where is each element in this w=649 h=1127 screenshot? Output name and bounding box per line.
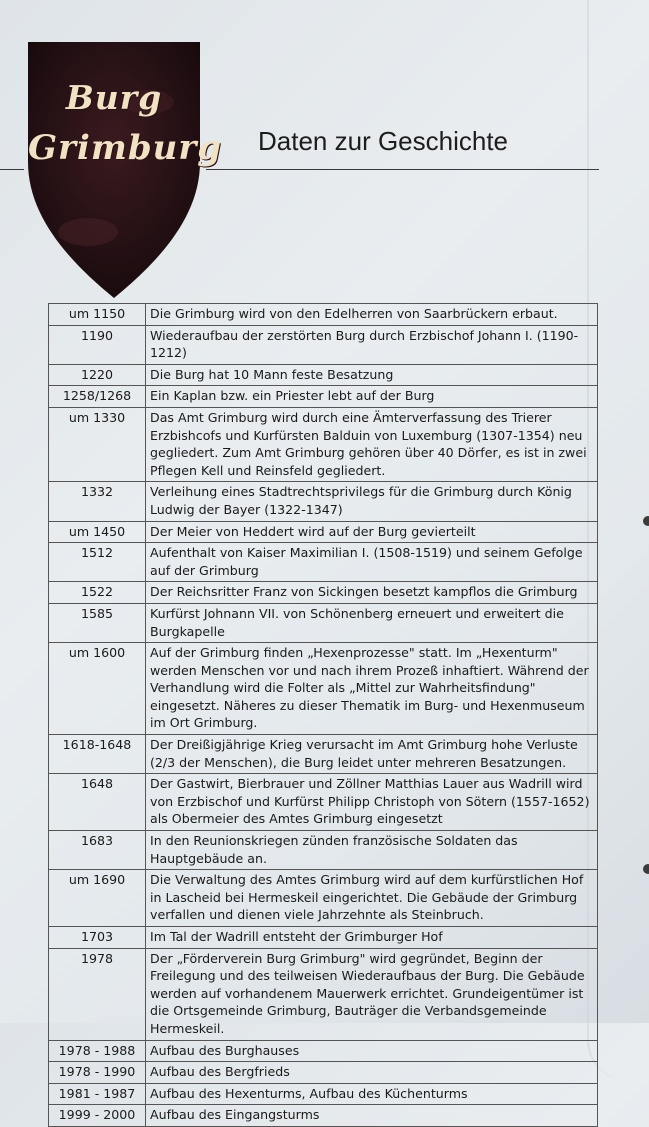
table-row: [49, 603, 598, 642]
event-cell: Aufbau des Bergfrieds: [146, 1062, 598, 1084]
event-cell: Ein Kaplan bzw. ein Priester lebt auf der Burg: [146, 386, 598, 408]
year-cell: um 1600: [49, 643, 146, 735]
table-row: [49, 521, 598, 543]
year-cell: um 1150: [49, 304, 146, 326]
year-cell: um 1330: [49, 407, 146, 481]
year-cell: um 1690: [49, 870, 146, 927]
year-cell: 1683: [49, 831, 146, 870]
event-cell: Aufbau des Burghauses: [146, 1040, 598, 1062]
table-row: [49, 582, 598, 604]
logo-line-2: Grimburg: [28, 128, 223, 168]
event-cell: Das Amt Grimburg wird durch eine Ämterverfassung des Trierer Erzbishcofs und Kurfürsten Balduin von Luxemburg (1307-1354) neu gegliedert. Zum Amt Grimburg gehören über 40 Dörfer, es ist in zwei Pflegen Kell und Reinsfeld gegliedert.: [146, 407, 598, 481]
event-cell: Aufenthalt von Kaiser Maximilian I. (1508-1519) und seinem Gefolge auf der Grimburg: [146, 543, 598, 582]
year-cell: 1648: [49, 774, 146, 831]
event-cell: Die Burg hat 10 Mann feste Besatzung: [146, 364, 598, 386]
event-cell: Der Dreißigjährige Krieg verursacht im Amt Grimburg hohe Verluste (2/3 der Menschen), die Burg leidet unter mehreren Besatzungen.: [146, 735, 598, 774]
event-cell: Wiederaufbau der zerstörten Burg durch Erzbischof Johann I. (1190-1212): [146, 325, 598, 364]
table-row: [49, 1105, 598, 1127]
year-cell: 1512: [49, 543, 146, 582]
event-cell: Die Grimburg wird von den Edelherren von Saarbrückern erbaut.: [146, 304, 598, 326]
table-row: [49, 407, 598, 481]
event-cell: In den Reunionskriegen zünden französische Soldaten das Hauptgebäude an.: [146, 831, 598, 870]
history-table: [48, 303, 598, 1127]
year-cell: 1978 - 1988: [49, 1040, 146, 1062]
table-row: [49, 1083, 598, 1105]
year-cell: 1981 - 1987: [49, 1083, 146, 1105]
event-cell: Die Verwaltung des Amtes Grimburg wird auf dem kurfürstlichen Hof in Lascheid bei Hermeskeil eingerichtet. Die Gebäude der Grimburg verfallen und dienen viele Jahrzehnte als Steinbruch.: [146, 870, 598, 927]
year-cell: 1220: [49, 364, 146, 386]
year-cell: 1978 - 1990: [49, 1062, 146, 1084]
table-row: [49, 325, 598, 364]
table-row: [49, 1040, 598, 1062]
year-cell: 1522: [49, 582, 146, 604]
table-row: [49, 831, 598, 870]
event-cell: Der Reichsritter Franz von Sickingen besetzt kampflos die Grimburg: [146, 582, 598, 604]
year-cell: 1999 - 2000: [49, 1105, 146, 1127]
year-cell: 1332: [49, 482, 146, 521]
table-row: [49, 364, 598, 386]
event-cell: Der Gastwirt, Bierbrauer und Zöllner Matthias Lauer aus Wadrill wird von Erzbischof und Kurfürst Philipp Christoph von Sötern (1557-1652) als Obermeier des Amtes Grimburg eingesetzt: [146, 774, 598, 831]
event-cell: Der „Förderverein Burg Grimburg" wird gegründet, Beginn der Freilegung und des teilweisen Wiederaufbaus der Burg. Die Gebäude werden auf vorhandenem Mauerwerk errichtet. Grundeigentümer ist die Ortsgemeinde Grimburg, Bauträger die Verbandsgemeinde Hermeskeil.: [146, 948, 598, 1040]
table-row: [49, 304, 598, 326]
table-row: [49, 735, 598, 774]
year-cell: 1618-1648: [49, 735, 146, 774]
header-rule-left: [0, 169, 24, 170]
year-cell: 1978: [49, 948, 146, 1040]
table-row: [49, 643, 598, 735]
event-cell: Im Tal der Wadrill entsteht der Grimburger Hof: [146, 927, 598, 949]
year-cell: 1703: [49, 927, 146, 949]
table-row: [49, 386, 598, 408]
screw-icon: [643, 516, 649, 526]
year-cell: um 1450: [49, 521, 146, 543]
logo-line-1: Burg: [65, 78, 163, 117]
event-cell: Der Meier von Heddert wird auf der Burg gevierteilt: [146, 521, 598, 543]
event-cell: Auf der Grimburg finden „Hexenprozesse" statt. Im „Hexenturm" werden Menschen vor und nach ihrem Prozeß inhaftiert. Während der Verhandlung wird die Folter als „Mittel zur Wahrheitsfindung" eingesetzt. Näheres zu dieser Thematik im Burg- und Hexenmuseum im Ort Grimburg.: [146, 643, 598, 735]
table-row: [49, 774, 598, 831]
table-row: [49, 927, 598, 949]
table-row: [49, 543, 598, 582]
year-cell: 1190: [49, 325, 146, 364]
page-title: Daten zur Geschichte: [258, 126, 509, 156]
event-cell: Kurfürst Johnann VII. von Schönenberg erneuert und erweitert die Burgkapelle: [146, 603, 598, 642]
table-row: [49, 870, 598, 927]
year-cell: 1585: [49, 603, 146, 642]
year-cell: 1258/1268: [49, 386, 146, 408]
table-row: [49, 948, 598, 1040]
event-cell: Aufbau des Hexenturms, Aufbau des Küchenturms: [146, 1083, 598, 1105]
table-row: [49, 1062, 598, 1084]
header-rule-right: [206, 169, 599, 170]
table-row: [49, 482, 598, 521]
event-cell: Aufbau des Eingangsturms: [146, 1105, 598, 1127]
event-cell: Verleihung eines Stadtrechtsprivilegs für die Grimburg durch König Ludwig der Bayer (1322-1347): [146, 482, 598, 521]
screw-icon: [643, 864, 649, 874]
